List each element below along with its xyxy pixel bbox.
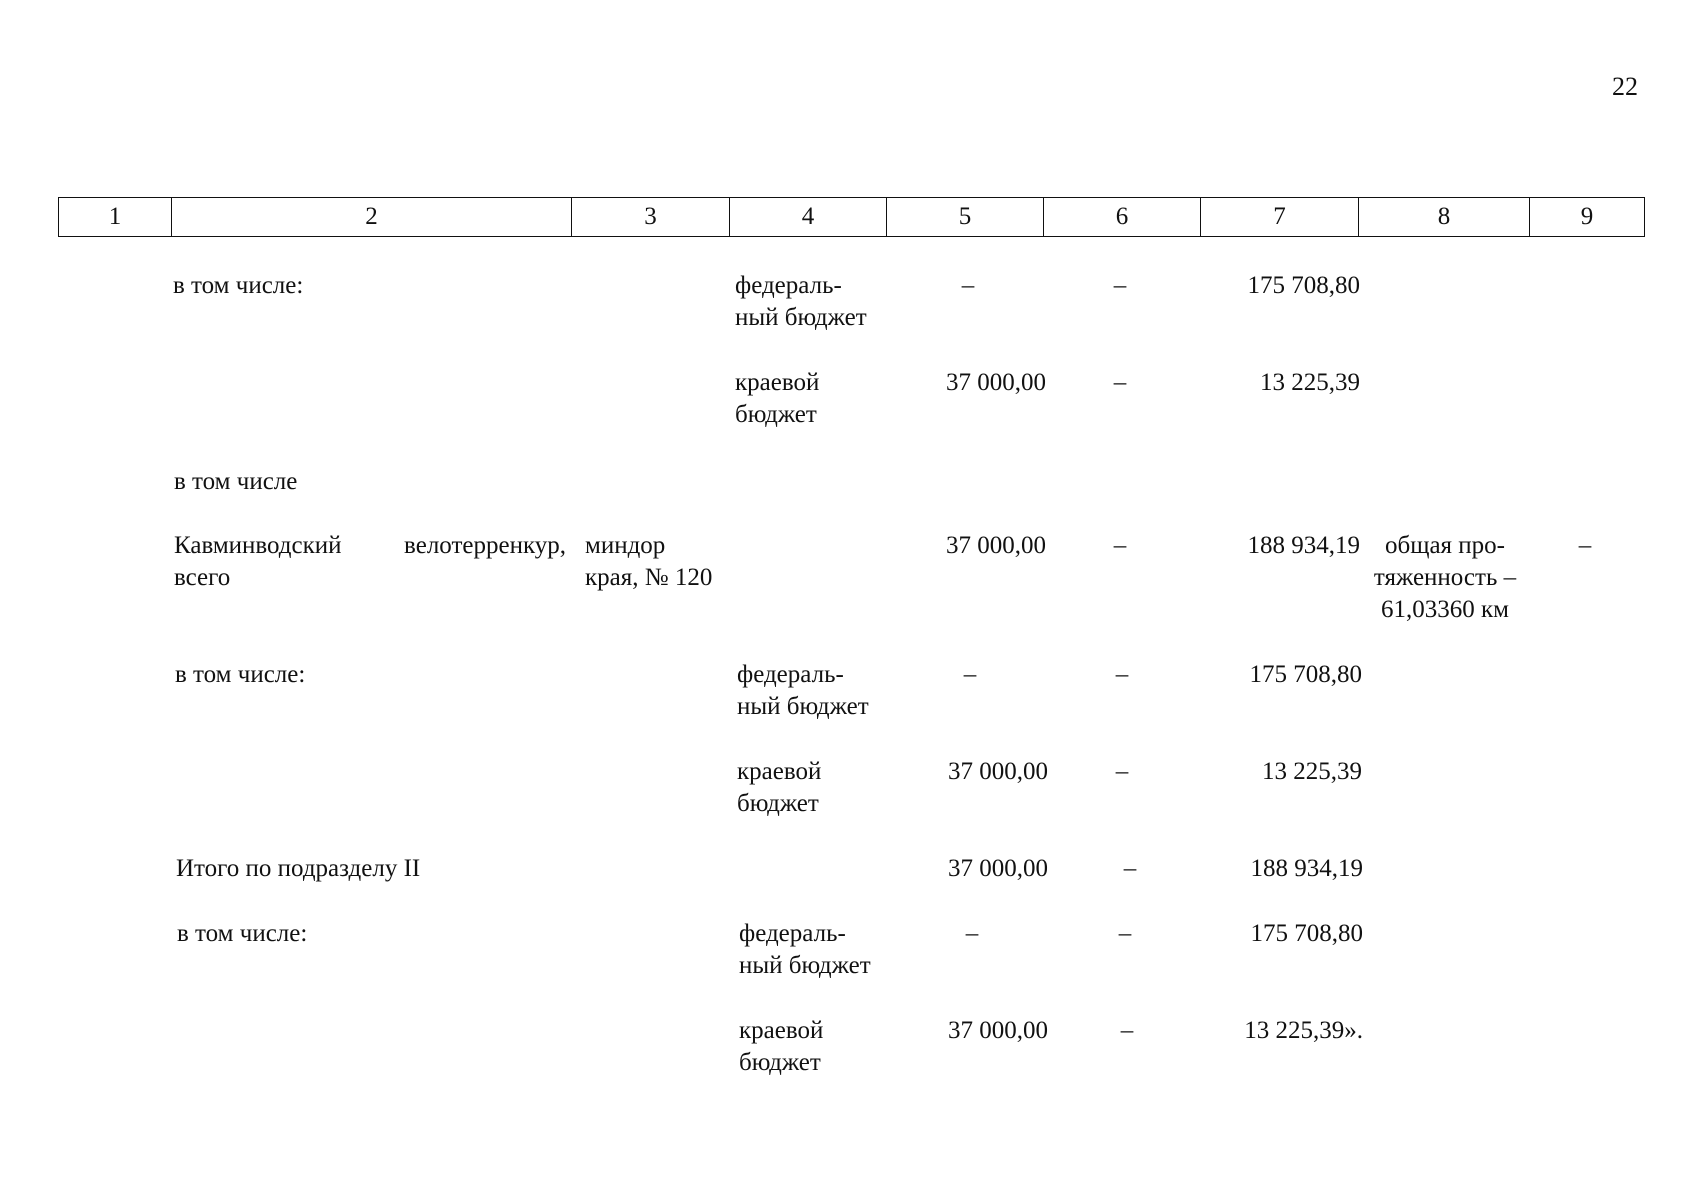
- header-col-1: 1: [59, 198, 172, 237]
- col5-value: 37 000,00: [948, 758, 1048, 785]
- indicator-line1: общая про-: [1384, 532, 1506, 559]
- object-name-line1: Кавминводский велотерренкур,: [174, 532, 566, 559]
- budget-source-line1: федераль-: [735, 272, 842, 299]
- col5-value: 37 000,00: [946, 532, 1046, 559]
- budget-source-line1: федераль-: [737, 661, 844, 688]
- budget-source-line1: краевой: [735, 369, 820, 396]
- col6-value: –: [1118, 920, 1132, 947]
- budget-source-line2: бюджет: [737, 790, 819, 817]
- responsible-line1: миндор: [585, 532, 666, 559]
- subtotal-label: Итого по подразделу II: [176, 855, 421, 882]
- header-col-4: 4: [730, 198, 887, 237]
- responsible-line2: края, № 120: [585, 564, 713, 591]
- col7-value: 188 934,19: [1250, 855, 1363, 882]
- col9-value: –: [1578, 532, 1592, 559]
- row-label: в том числе:: [175, 661, 306, 688]
- header-col-8: 8: [1359, 198, 1530, 237]
- row-label: в том числе: [174, 468, 298, 495]
- col6-value: –: [1115, 758, 1129, 785]
- budget-source-line2: ный бюджет: [735, 304, 867, 331]
- col7-value: 175 708,80: [1249, 661, 1362, 688]
- page-number: 22: [1612, 72, 1638, 101]
- indicator-line2: тяженность –: [1373, 564, 1517, 591]
- col7-value: 13 225,39: [1260, 369, 1360, 396]
- col7-value: 175 708,80: [1247, 272, 1360, 299]
- budget-source-line2: ный бюджет: [739, 952, 871, 979]
- budget-source-line2: ный бюджет: [737, 693, 869, 720]
- budget-source-line1: краевой: [739, 1017, 824, 1044]
- budget-source-line2: бюджет: [735, 401, 817, 428]
- col6-value: –: [1115, 661, 1129, 688]
- col5-value: –: [963, 661, 977, 688]
- col7-value: 13 225,39».: [1244, 1017, 1363, 1044]
- budget-source-line1: федераль-: [739, 920, 846, 947]
- row-label: в том числе:: [173, 272, 304, 299]
- header-col-2: 2: [172, 198, 572, 237]
- col5-value: –: [961, 272, 975, 299]
- header-col-3: 3: [572, 198, 730, 237]
- col6-value: –: [1120, 1017, 1134, 1044]
- object-name-line2: всего: [174, 564, 231, 591]
- header-col-7: 7: [1201, 198, 1359, 237]
- indicator-line3: 61,03360 км: [1381, 596, 1509, 623]
- col6-value: –: [1113, 272, 1127, 299]
- header-col-6: 6: [1044, 198, 1201, 237]
- col5-value: 37 000,00: [946, 369, 1046, 396]
- col5-value: 37 000,00: [948, 855, 1048, 882]
- col6-value: –: [1113, 532, 1127, 559]
- col5-value: 37 000,00: [948, 1017, 1048, 1044]
- budget-source-line1: краевой: [737, 758, 822, 785]
- col7-value: 175 708,80: [1250, 920, 1363, 947]
- column-number-header: [58, 197, 1645, 237]
- row-label: в том числе:: [177, 920, 308, 947]
- col7-value: 188 934,19: [1247, 532, 1360, 559]
- col6-value: –: [1123, 855, 1137, 882]
- budget-source-line2: бюджет: [739, 1049, 821, 1076]
- col6-value: –: [1113, 369, 1127, 396]
- col5-value: –: [965, 920, 979, 947]
- col7-value: 13 225,39: [1262, 758, 1362, 785]
- header-col-9: 9: [1530, 198, 1645, 237]
- header-col-5: 5: [887, 198, 1044, 237]
